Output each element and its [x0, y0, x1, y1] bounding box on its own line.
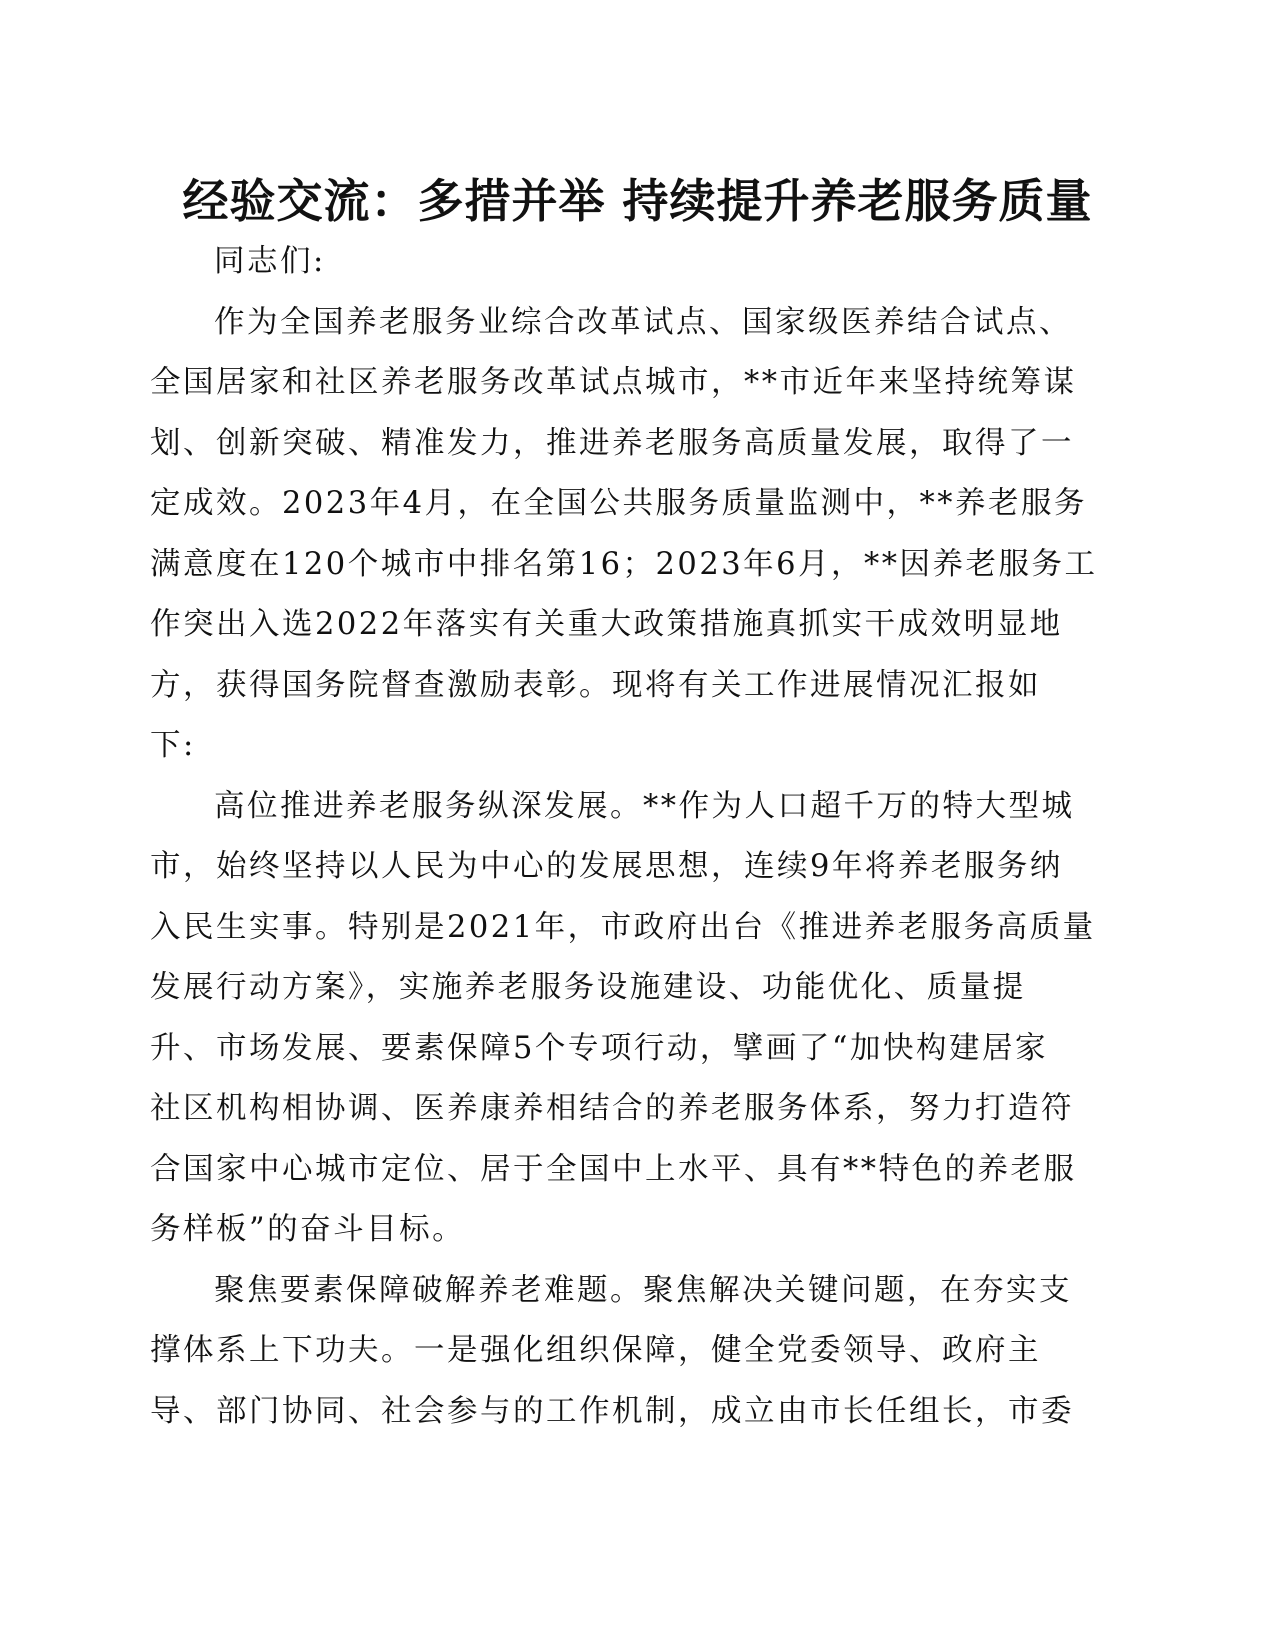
paragraph-line: 发展行动方案》，实施养老服务设施建设、功能优化、质量提	[150, 970, 1026, 1005]
paragraph-line: 全国居家和社区养老服务改革试点城市，**市近年来坚持统筹谋	[150, 365, 1077, 400]
document-title: 经验交流：多措并举 持续提升养老服务质量	[182, 174, 1093, 228]
paragraph-line: 高位推进养老服务纵深发展。**作为人口超千万的特大型城	[214, 788, 1075, 824]
paragraph-line: 撑体系上下功夫。一是强化组织保障，健全党委领导、政府主	[150, 1333, 1041, 1368]
paragraph-2	[150, 777, 1110, 1261]
paragraph-line: 升、市场发展、要素保障5个专项行动，擘画了“加快构建居家	[150, 1030, 1048, 1066]
paragraph-line: 聚焦要素保障破解养老难题。聚焦解决关键问题，在夯实支	[214, 1272, 1072, 1308]
paragraph-line: 社区机构相协调、医养康养相结合的养老服务体系，努力打造符	[150, 1091, 1074, 1126]
salutation-line: 同志们:	[214, 244, 326, 279]
paragraph-1	[150, 293, 1110, 777]
paragraph-line: 划、创新突破、精准发力，推进养老服务高质量发展，取得了一	[150, 425, 1074, 461]
paragraph-line: 导、部门协同、社会参与的工作机制，成立由市长任组长，市委	[150, 1393, 1074, 1429]
paragraph-line: 下:	[150, 728, 196, 763]
salutation	[150, 232, 1110, 293]
paragraph-line: 务样板”的奋斗目标。	[150, 1212, 466, 1247]
paragraph-line: 方，获得国务院督查激励表彰。现将有关工作进展情况汇报如	[150, 667, 1041, 703]
paragraph-line: 作突出入选2022年落实有关重大政策措施真抓实干成效明显地	[150, 607, 1063, 642]
document-body	[150, 232, 1110, 1442]
paragraph-line: 入民生实事。特别是2021年，市政府出台《推进养老服务高质量	[150, 909, 1096, 945]
paragraph-line: 作为全国养老服务业综合改革试点、国家级医养结合试点、	[214, 304, 1072, 340]
paragraph-3	[150, 1261, 1110, 1443]
paragraph-line: 满意度在120个城市中排名第16；2023年6月，**因养老服务工	[150, 546, 1098, 582]
paragraph-line: 定成效。2023年4月，在全国公共服务质量监测中，**养老服务	[150, 486, 1088, 521]
paragraph-line: 合国家中心城市定位、居于全国中上水平、具有**特色的养老服	[150, 1151, 1077, 1187]
paragraph-line: 市，始终坚持以人民为中心的发展思想，连续9年将养老服务纳	[150, 849, 1063, 884]
